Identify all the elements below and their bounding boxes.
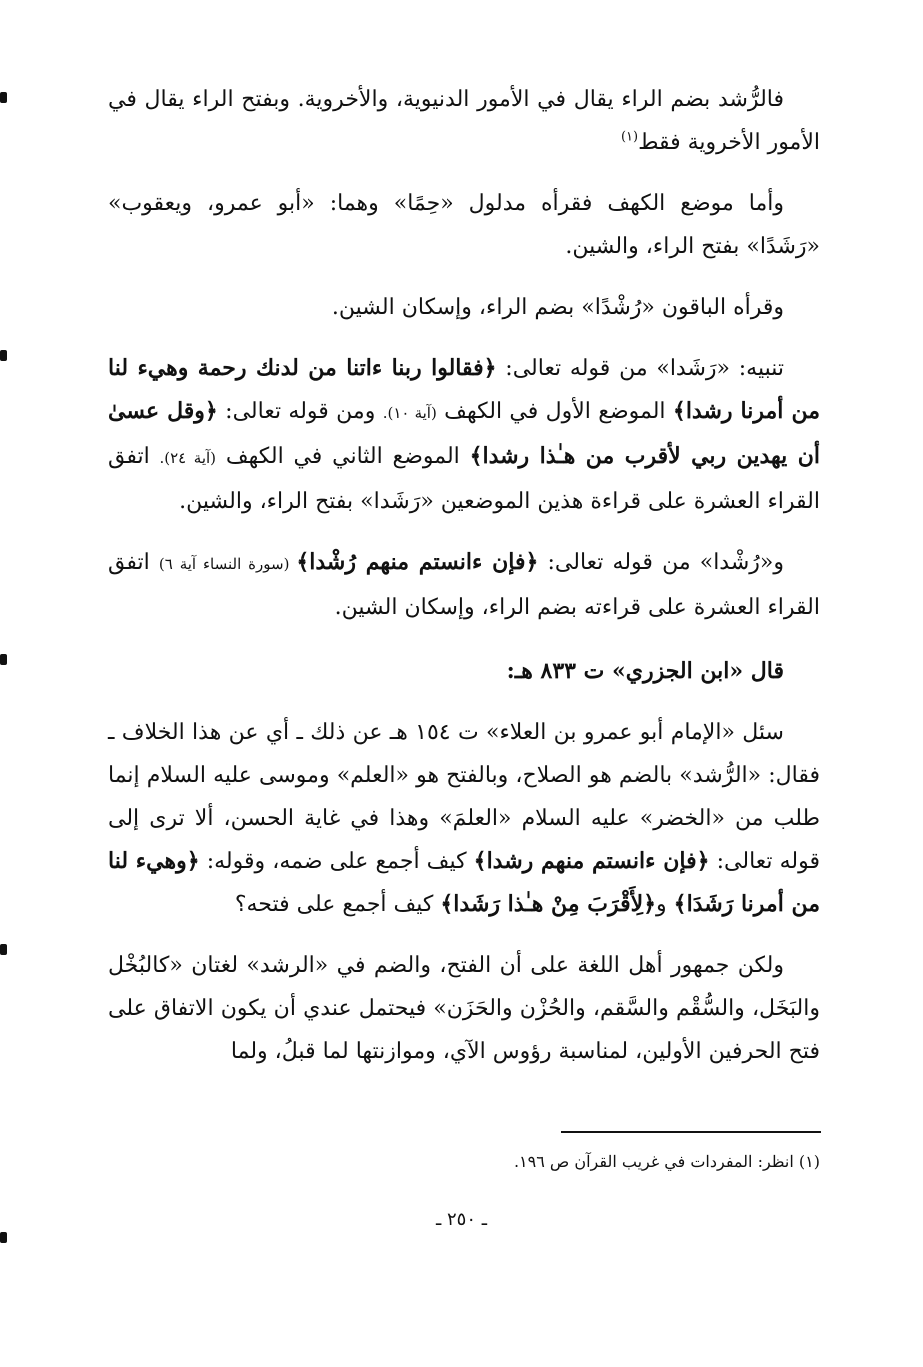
note-text-5: اتفق القراء العشرة على قراءة هذين الموضعين «رَشَدا» بفتح الراء، والشين.: [108, 444, 820, 514]
note-text-1: تنبيه: «رَشَدا» من قوله تعالى:: [496, 356, 784, 381]
para6-text-1: سئل «الإمام أبو عمرو بن العلاء» ت ١٥٤ هـ عن ذلك ـ أي عن هذا الخلاف ـ فقال: «الرُّشد» بالضم هو الصلاح، وبالفتح هو «العلم» وموسى عليه السلام إنما طلب من «الخضر» عليه السلام «العلمَ» وهذا في غاية الحسن، ألا ترى إلى قوله تعالى:: [108, 720, 820, 874]
para6-text-3: و: [656, 892, 674, 917]
paragraph-1: [108, 78, 820, 164]
paragraph-3: وقرأه الباقون «رُشْدًا» بضم الراء، وإسكان الشين.: [331, 295, 784, 320]
margin-mark: [0, 1232, 7, 1243]
margin-mark: [0, 350, 7, 361]
margin-mark: [0, 654, 7, 665]
note-text-4: الموضع الثاني في الكهف: [216, 444, 470, 469]
quran-verse-3: ﴿فإن ءانستم منهم رُشْدا﴾: [296, 549, 539, 575]
page-body: [108, 78, 820, 1091]
quran-verse-4: ﴿فإن ءانستم منهم رشدا﴾: [473, 848, 710, 874]
paragraph-7: ولكن جمهور أهل اللغة على أن الفتح، والضم في «الرشد» لغتان «كالبُخْل والبَخَل، والسُّقْم والسَّقم، والحُزْن والحَزَن» فيحتمل عندي أن يكون الاتفاق على فتح الحرفين الأولين، لمناسبة رؤوس الآي، وموازنتها لما قبلُ، ولما: [108, 953, 820, 1064]
paragraph-5: [108, 541, 820, 629]
quran-verse-1: ﴿فقالوا ربنا ءاتنا من لدنك رحمة وهيء لنا من أمرنا رشدا﴾: [108, 355, 820, 424]
footnote-divider: [561, 1131, 821, 1133]
page-number: ـ ٢٥٠ ـ: [435, 1209, 487, 1230]
para5-text-2: اتفق القراء العشرة على قراءته بضم الراء، وإسكان الشين.: [108, 550, 820, 620]
paragraph-6: [108, 711, 820, 926]
footnote: (١) انظر: المفردات في غريب القرآن ص ١٩٦.: [513, 1152, 820, 1171]
verse-reference-1: (آية ١٠).: [382, 404, 437, 422]
verse-reference-2: (آية ٢٤).: [159, 449, 217, 467]
note-text-3: ومن قوله تعالى:: [217, 399, 383, 424]
quran-verse-2: ﴿وقل عسىٰ أن يهدين ربي لأقرب من هـٰذا رشدا﴾: [108, 398, 820, 469]
para6-text-4: كيف أجمع على فتحه؟: [234, 892, 441, 917]
margin-mark: [0, 944, 7, 955]
margin-mark: [0, 92, 7, 103]
para5-text-1: و«رُشْدا» من قوله تعالى:: [538, 550, 785, 575]
footnote-reference: (١): [620, 129, 639, 145]
paragraph-4-note: [108, 347, 820, 523]
para6-text-2: كيف أجمع على ضمه، وقوله:: [199, 849, 474, 874]
note-text-2: الموضع الأول في الكهف: [436, 399, 673, 424]
quran-verse-6: ﴿لِأَقْرَبَ مِنْ هـٰذا رَشَدا﴾: [440, 891, 657, 917]
quran-verse-5: ﴿وهيء لنا من أمرنا رَشَدَا﴾: [108, 848, 820, 917]
paragraph-2: وأما موضع الكهف فقرأه مدلول «حِمًا» وهما: «أبو عمرو، ويعقوب» «رَشَدًا» بفتح الراء، والشين.: [108, 191, 820, 259]
paragraph-1-text: فالرُّشد بضم الراء يقال في الأمور الدنيوية، والأخروية. وبفتح الراء يقال في الأمور الأخروية فقط: [108, 87, 820, 155]
verse-reference-3: (سورة النساء آية ٦): [158, 555, 297, 573]
section-heading: قال «ابن الجزري» ت ٨٣٣ هـ:: [506, 658, 784, 684]
